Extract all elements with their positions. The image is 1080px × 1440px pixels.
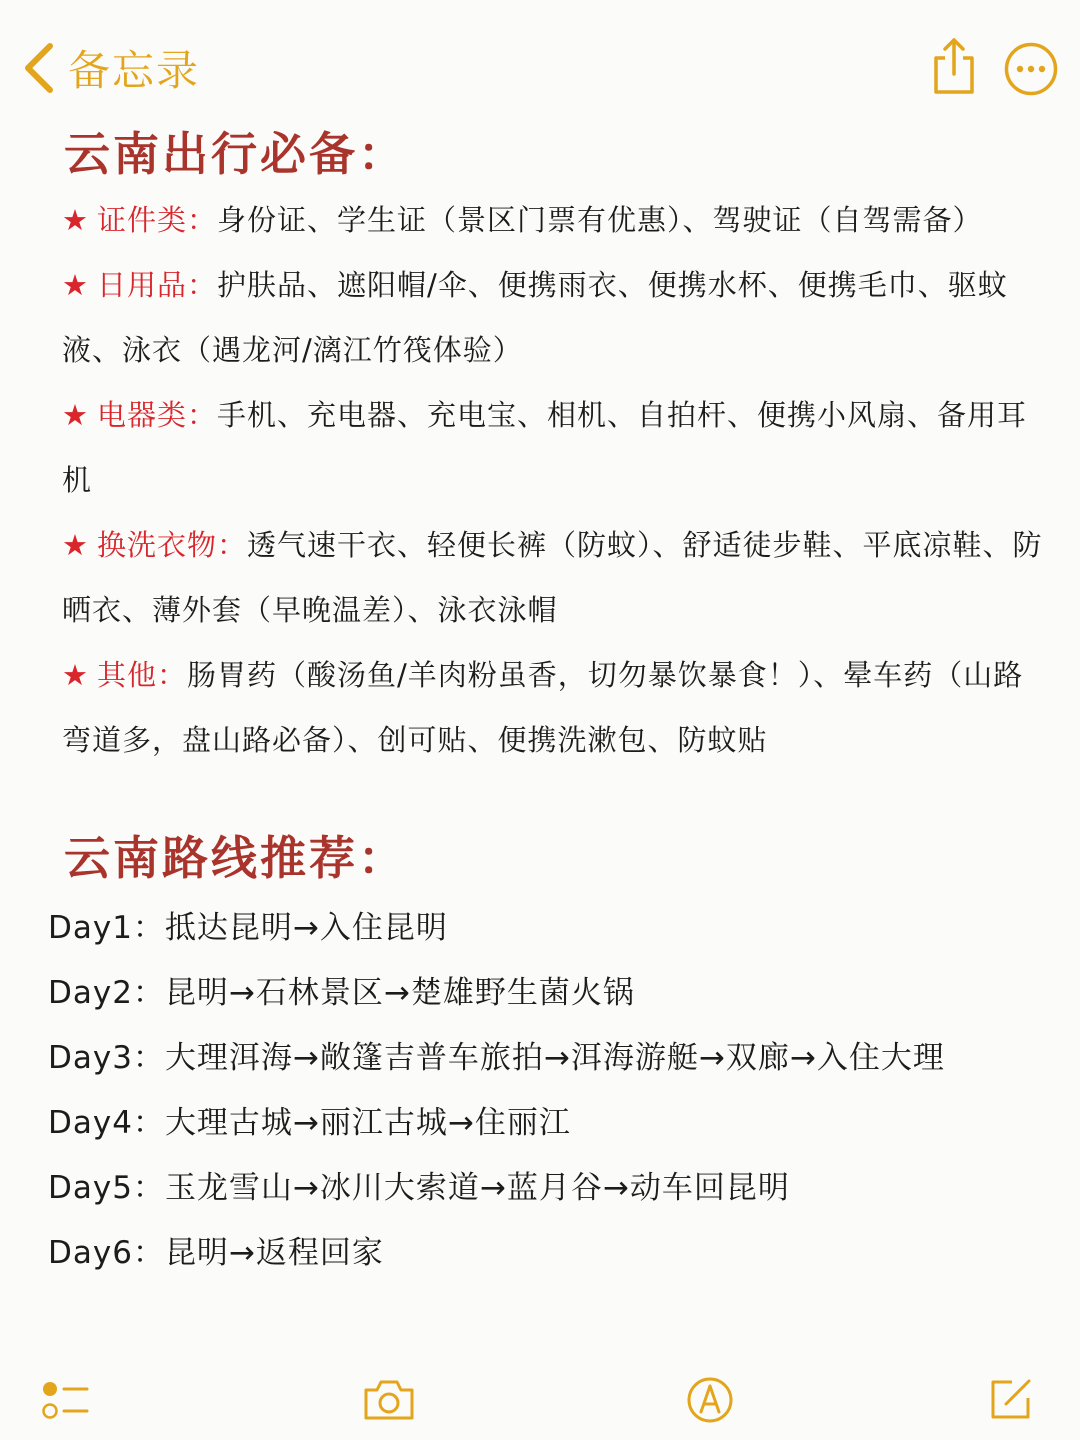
checklist-icon — [40, 1376, 90, 1424]
chevron-left-icon — [22, 42, 56, 94]
day-plan: 昆明→石林景区→楚雄野生菌火锅 — [164, 975, 635, 1011]
share-icon — [928, 36, 980, 96]
compose-icon — [988, 1376, 1034, 1422]
item-text: 护肤品、遮阳帽/伞、便携雨衣、便携水杯、便携毛巾、驱蚊液、泳衣（遇龙河/漓江竹筏体验） — [62, 268, 1008, 367]
markup-button[interactable] — [686, 1376, 734, 1428]
category-label: 证件类： — [97, 203, 218, 237]
star-icon: ★ — [62, 398, 89, 432]
top-bar — [0, 0, 1080, 110]
route-list — [48, 896, 1048, 1286]
packing-list — [62, 188, 1052, 773]
route-day — [48, 1221, 1048, 1286]
route-day — [48, 1156, 1048, 1221]
list-item — [62, 383, 1052, 513]
list-item — [62, 643, 1052, 773]
star-icon: ★ — [62, 658, 89, 692]
day-label: Day3： — [48, 1040, 165, 1076]
item-text: 身份证、学生证（景区门票有优惠）、驾驶证（自驾需备） — [217, 203, 983, 237]
route-day — [48, 1026, 1048, 1091]
route-day — [48, 1091, 1048, 1156]
bottom-toolbar — [0, 1360, 1080, 1440]
back-button[interactable] — [22, 38, 200, 98]
category-label: 换洗衣物： — [97, 528, 248, 562]
day-label: Day5： — [48, 1170, 165, 1206]
more-options-button[interactable] — [1004, 42, 1058, 96]
star-icon: ★ — [62, 203, 89, 237]
item-text: 手机、充电器、充电宝、相机、自拍杆、便携小风扇、备用耳机 — [62, 398, 1028, 497]
day-plan: 玉龙雪山→冰川大索道→蓝月谷→动车回昆明 — [164, 1170, 790, 1206]
star-icon: ★ — [62, 268, 89, 302]
day-plan: 抵达昆明→入住昆明 — [164, 910, 448, 946]
star-icon: ★ — [62, 528, 89, 562]
day-label: Day2： — [48, 975, 165, 1011]
day-label: Day6： — [48, 1235, 165, 1271]
day-plan: 大理古城→丽江古城→住丽江 — [164, 1105, 571, 1141]
share-button[interactable] — [928, 36, 980, 96]
list-item — [62, 253, 1052, 383]
day-label: Day1： — [48, 910, 165, 946]
list-item — [62, 188, 1052, 253]
back-label: 备忘录 — [68, 46, 201, 95]
day-label: Day4： — [48, 1105, 165, 1141]
day-plan: 大理洱海→敞篷吉普车旅拍→洱海游艇→双廊→入住大理 — [164, 1040, 945, 1076]
camera-button[interactable] — [362, 1376, 416, 1426]
ellipsis-circle-icon — [1004, 42, 1058, 96]
list-item — [62, 513, 1052, 643]
category-label: 其他： — [97, 658, 188, 692]
day-plan: 昆明→返程回家 — [164, 1235, 384, 1271]
camera-icon — [362, 1376, 416, 1422]
route-day — [48, 961, 1048, 1026]
item-text: 透气速干衣、轻便长裤（防蚊）、舒适徒步鞋、平底凉鞋、防晒衣、薄外套（早晚温差）、泳衣泳帽 — [62, 528, 1043, 627]
pen-tip-circle-icon — [686, 1376, 734, 1424]
category-label: 电器类： — [97, 398, 218, 432]
route-day — [48, 896, 1048, 961]
compose-button[interactable] — [988, 1376, 1034, 1426]
route-title: 云南路线推荐： — [64, 831, 407, 885]
packing-title: 云南出行必备： — [64, 127, 407, 181]
item-text: 肠胃药（酸汤鱼/羊肉粉虽香，切勿暴饮暴食！）、晕车药（山路弯道多，盘山路必备）、创可贴、便携洗漱包、防蚊贴 — [62, 658, 1024, 757]
checklist-button[interactable] — [40, 1376, 90, 1428]
category-label: 日用品： — [97, 268, 218, 302]
